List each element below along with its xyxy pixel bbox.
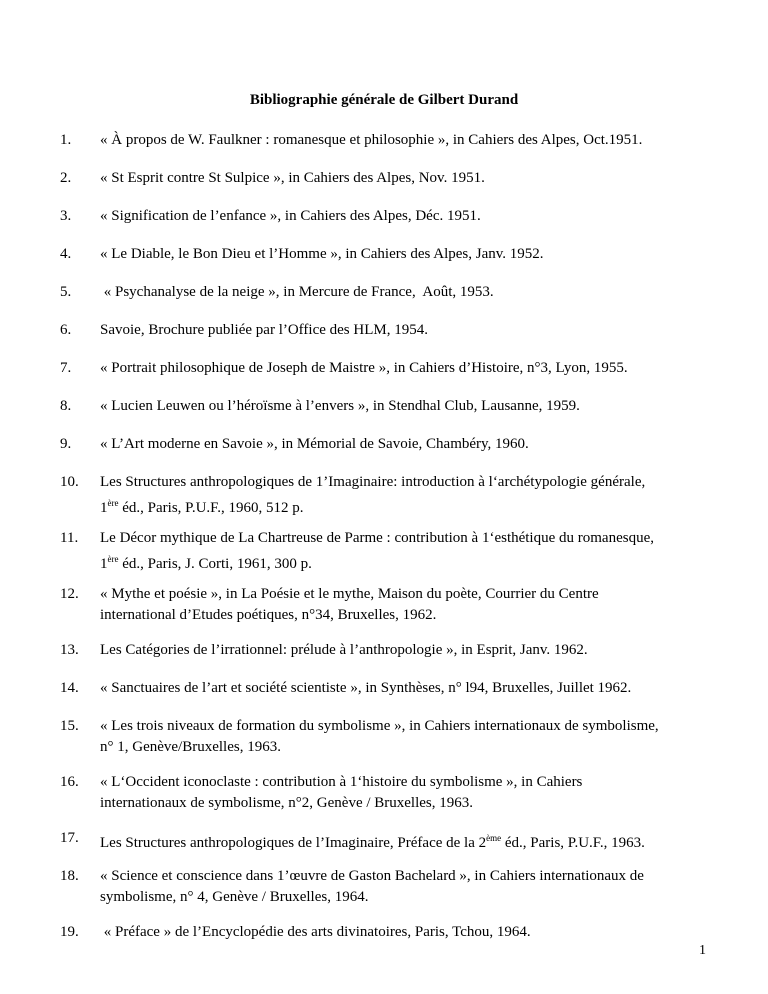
list-item: [60, 640, 700, 661]
item-number: 18.: [60, 868, 79, 884]
list-item: [60, 244, 700, 265]
item-text: Les Structures anthropologiques de 1’Imaginaire: introduction à l‘archétypologie générale,: [100, 474, 646, 490]
item-number: 15.: [60, 718, 79, 734]
item-text: « Science et conscience dans 1’œuvre de Gaston Bachelard », in Cahiers internationaux de: [100, 868, 644, 884]
item-number: 19.: [60, 924, 79, 940]
item-text: « L‘Occident iconoclaste : contribution à 1‘histoire du symbolisme », in Cahiers: [100, 774, 583, 790]
list-item: [60, 282, 700, 303]
item-text: Les Structures anthropologiques de l’Imaginaire, Préface de la 2ème éd., Paris, P.U.F., 1963.: [100, 833, 645, 851]
item-text: « Les trois niveaux de formation du symbolisme », in Cahiers internationaux de symbolisme,: [100, 718, 659, 734]
list-item: [60, 716, 700, 758]
item-number: 14.: [60, 680, 79, 696]
item-number: 2.: [60, 170, 72, 186]
list-item: [60, 396, 700, 417]
item-number: 3.: [60, 208, 72, 224]
item-number: 5.: [60, 284, 72, 300]
item-number: 9.: [60, 436, 72, 452]
item-text: « Lucien Leuwen ou l’héroïsme à l’envers », in Stendhal Club, Lausanne, 1959.: [100, 398, 580, 414]
item-text: « Portrait philosophique de Joseph de Maistre », in Cahiers d’Histoire, n°3, Lyon, 1955.: [100, 360, 628, 376]
list-item: [60, 678, 700, 699]
item-number: 17.: [60, 830, 79, 846]
item-text: « Signification de l’enfance », in Cahiers des Alpes, Déc. 1951.: [100, 208, 481, 224]
list-item: [60, 434, 700, 455]
page-number: 1: [699, 943, 706, 958]
list-item: [60, 472, 700, 519]
item-text-line2: symbolisme, n° 4, Genève / Bruxelles, 1964.: [100, 889, 369, 905]
item-text: « St Esprit contre St Sulpice », in Cahiers des Alpes, Nov. 1951.: [100, 170, 485, 186]
item-text: « Préface » de l’Encyclopédie des arts divinatoires, Paris, Tchou, 1964.: [100, 924, 531, 940]
item-number: 4.: [60, 246, 72, 262]
item-text: « Le Diable, le Bon Dieu et l’Homme », in Cahiers des Alpes, Janv. 1952.: [100, 246, 544, 262]
item-text: « À propos de W. Faulkner : romanesque et philosophie », in Cahiers des Alpes, Oct.1951.: [100, 132, 643, 148]
item-text: Les Catégories de l’irrationnel: prélude à l’anthropologie », in Esprit, Janv. 1962.: [100, 642, 588, 658]
item-number: 16.: [60, 774, 79, 790]
item-text: « Sanctuaires de l’art et société scientiste », in Synthèses, n° l94, Bruxelles, Juillet 1962.: [100, 680, 632, 696]
item-text: « L’Art moderne en Savoie », in Mémorial de Savoie, Chambéry, 1960.: [100, 436, 529, 452]
item-text-line2: international d’Etudes poétiques, n°34, Bruxelles, 1962.: [100, 607, 437, 623]
list-item: [60, 206, 700, 227]
list-item: [60, 866, 700, 908]
list-item: [60, 584, 700, 626]
list-item: [60, 130, 700, 151]
item-text-line2: n° 1, Genève/Bruxelles, 1963.: [100, 739, 281, 755]
item-number: 6.: [60, 322, 72, 338]
item-text-line2: 1ère éd., Paris, J. Corti, 1961, 300 p.: [100, 554, 312, 572]
item-text-line2: internationaux de symbolisme, n°2, Genève / Bruxelles, 1963.: [100, 795, 474, 811]
list-item: [60, 528, 700, 575]
item-number: 13.: [60, 642, 79, 658]
item-text: Le Décor mythique de La Chartreuse de Parme : contribution à 1‘esthétique du romanesque,: [100, 530, 654, 546]
item-text-line2: 1ère éd., Paris, P.U.F., 1960, 512 p.: [100, 498, 304, 516]
item-text: « Mythe et poésie », in La Poésie et le mythe, Maison du poète, Courrier du Centre: [100, 586, 599, 602]
list-item: [60, 168, 700, 189]
item-number: 10.: [60, 474, 79, 490]
page-title: Bibliographie générale de Gilbert Durand: [249, 92, 519, 108]
item-number: 8.: [60, 398, 72, 414]
item-text: Savoie, Brochure publiée par l’Office des HLM, 1954.: [100, 322, 428, 338]
list-item: [60, 320, 700, 341]
list-item: [60, 358, 700, 379]
item-number: 7.: [60, 360, 72, 376]
list-item: [60, 922, 700, 943]
item-number: 1.: [60, 132, 72, 148]
list-item: [60, 772, 700, 814]
item-text: « Psychanalyse de la neige », in Mercure de France, Août, 1953.: [100, 284, 494, 300]
list-item: [60, 828, 700, 854]
item-number: 11.: [60, 530, 79, 546]
item-number: 12.: [60, 586, 79, 602]
